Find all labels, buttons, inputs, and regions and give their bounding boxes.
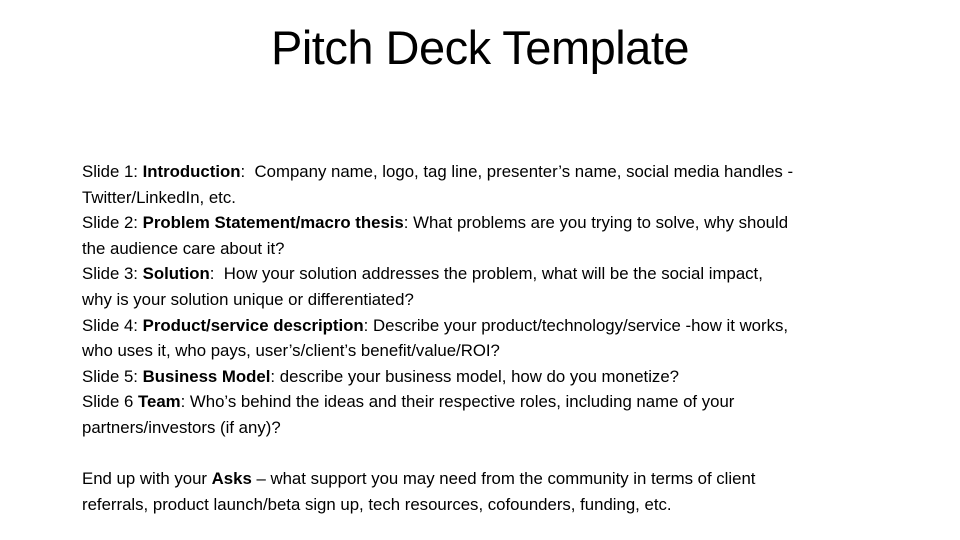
item-prefix: Slide 6 [82,392,138,412]
asks-text: – what support you may need from the community in terms of client [251,469,756,489]
asks-heading: Asks [211,469,252,489]
item-separator: : [270,366,276,386]
item-prefix: Slide 4: [82,315,143,335]
item-slide-4-line-1 [82,313,902,339]
item-text: What problems are you trying to solve, why should [408,213,789,233]
item-separator: : [363,315,369,335]
paragraph-gap [82,441,902,467]
item-text: Company name, logo, tag line, presenter’s name, social media handles - [245,162,794,181]
item-slide-2-line-2: the audience care about it? [82,238,285,258]
item-slide-1-line-2: Twitter/LinkedIn, etc. [82,187,236,207]
item-separator: : [240,162,246,181]
item-text: describe your business model, how do you monetize? [275,366,679,386]
item-heading: Introduction [142,162,241,181]
item-prefix: Slide 1: [82,162,143,181]
item-slide-3-line-1 [82,261,902,287]
item-slide-6-line-1 [82,389,902,415]
item-slide-4-line-2: who uses it, who pays, user’s/client’s benefit/value/ROI? [82,341,500,361]
slide-body [82,159,902,517]
item-separator: : [209,264,215,284]
item-heading: Product/service description [142,315,364,335]
asks-line-1 [82,466,902,492]
item-prefix: Slide 2: [82,213,143,233]
item-slide-2-line-1 [82,210,902,236]
item-text: Describe your product/technology/service -how it works, [368,315,789,335]
item-prefix: Slide 3: [82,264,143,284]
item-text: How your solution addresses the problem, what will be the social impact, [214,264,763,284]
item-slide-1-line-1 [82,159,902,185]
item-prefix: Slide 5: [82,366,143,386]
asks-line-2: referrals, product launch/beta sign up, tech resources, cofounders, funding, etc. [82,494,672,514]
slide-title: Pitch Deck Template [270,21,690,74]
asks-prefix: End up with your [82,469,212,489]
item-slide-5-line-1 [82,364,902,390]
item-heading: Solution [142,264,210,284]
item-separator: : [403,213,409,233]
item-heading: Team [137,392,181,412]
item-slide-3-line-2: why is your solution unique or differentiated? [82,289,414,309]
item-separator: : [180,392,186,412]
item-text: Who’s behind the ideas and their respective roles, including name of your [185,392,735,412]
item-heading: Business Model [142,366,271,386]
item-slide-6-line-2: partners/investors (if any)? [82,417,281,437]
item-heading: Problem Statement/macro thesis [142,213,404,233]
